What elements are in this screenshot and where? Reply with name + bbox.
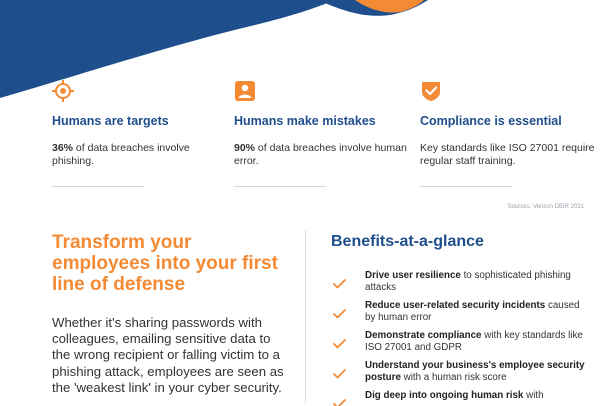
- check-icon: [333, 279, 346, 289]
- stats-row: [0, 80, 600, 200]
- benefit-text: [365, 390, 590, 402]
- column-divider: [305, 230, 306, 403]
- benefit-rest: with: [523, 390, 544, 401]
- benefit-bold: Dig deep into ongoing human risk: [365, 390, 524, 401]
- benefit-rest: caused by human error: [365, 300, 580, 323]
- stat-rule: [234, 186, 326, 187]
- benefit-text: [365, 360, 590, 383]
- stat-title: Humans are targets: [52, 114, 169, 128]
- benefit-bold: Reduce user-related security incidents: [365, 300, 546, 311]
- left-column: [52, 232, 284, 396]
- stat-title: Compliance is essential: [420, 114, 562, 128]
- shield-check-icon: [420, 80, 442, 102]
- benefit-rest: with key standards like ISO 27001 and GDPR: [365, 330, 583, 353]
- section-headline: Transform your employees into your first line of defense: [52, 232, 278, 295]
- benefit-item: [331, 360, 591, 390]
- benefit-text: [365, 270, 590, 293]
- stat-title: Humans make mistakes: [234, 114, 376, 128]
- check-icon: [333, 309, 346, 319]
- user-alert-icon: [234, 80, 256, 102]
- benefit-item: [331, 390, 591, 406]
- benefit-rest: with a human risk score: [400, 371, 507, 383]
- stat-humans-targets: [52, 80, 227, 187]
- benefit-bold: Demonstrate compliance: [365, 330, 482, 341]
- target-icon: [52, 80, 74, 102]
- stat-desc-text: Key standards like ISO 27001 require regular staff training.: [420, 142, 595, 167]
- benefits-heading: Benefits-at-a-glance: [331, 233, 484, 250]
- stat-desc-text: of data breaches involve phishing.: [52, 142, 190, 167]
- right-column: [331, 233, 591, 406]
- source-note: Sources: Verizon DBIR 2021: [507, 204, 584, 210]
- stat-highlight: 36%: [52, 142, 74, 154]
- section-body: Whether it's sharing passwords with colleagues, emailing sensitive data to the wrong recipient or falling victim to a phishing attack, employees are seen as the 'weakest link' in your cyber security.: [52, 315, 284, 395]
- check-icon: [333, 339, 346, 349]
- benefit-text: [365, 330, 590, 353]
- stat-desc: [234, 142, 409, 168]
- stat-rule: [52, 186, 144, 187]
- benefit-bold: Understand your business's employee security posture: [365, 360, 585, 383]
- benefit-bold: Drive user resilience: [365, 270, 461, 281]
- benefit-item: [331, 300, 591, 330]
- benefit-text: [365, 300, 590, 323]
- benefit-item: [331, 330, 591, 360]
- stat-highlight: 90%: [234, 142, 256, 154]
- benefit-rest: to sophisticated phishing attacks: [365, 270, 571, 293]
- benefit-item: [331, 270, 591, 300]
- stat-rule: [420, 186, 512, 187]
- stat-desc: [52, 142, 227, 168]
- stat-compliance: [420, 80, 595, 187]
- stat-desc-text: of data breaches involve human error.: [234, 142, 407, 167]
- stat-desc: [420, 142, 595, 168]
- stat-humans-mistakes: [234, 80, 409, 187]
- check-icon: [333, 369, 346, 379]
